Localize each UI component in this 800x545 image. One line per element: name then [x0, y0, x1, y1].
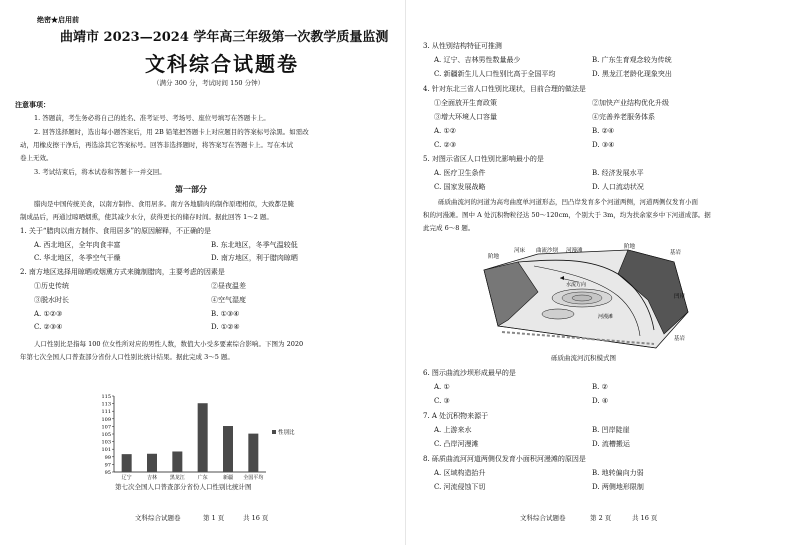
- note-line: 2. 回答选择题时，选出每小题答案后，用 2B 铅笔把答题卡上对应题目的答案标号涂黑。如需改: [34, 128, 309, 136]
- diagram-label: 河漫滩: [598, 314, 614, 320]
- y-tick-label: 105: [101, 432, 111, 438]
- question-6-stem: 6. 图示曲流沙坝形成最早的是: [423, 369, 516, 377]
- diagram-label: 基岩: [674, 336, 686, 342]
- exam-subtitle: 文科综合试题卷: [145, 52, 299, 76]
- option[interactable]: B. ②④: [592, 127, 615, 135]
- bar: [198, 403, 208, 472]
- page-divider: [405, 0, 406, 545]
- y-tick-label: 99: [104, 454, 111, 461]
- diagram-label: 河床: [514, 248, 526, 254]
- bar: [172, 451, 182, 472]
- question-2-stem: 2. 南方地区选择用晾晒或烟熏方式来腌制腊肉，主要考虑的因素是: [20, 268, 225, 276]
- intro-line: 砾质曲流河的河道为高弯曲度单河道形态，凹凸岸发育多个河道两侧，河道两侧仅发育小面: [438, 198, 698, 206]
- statement-item: ④空气湿度: [211, 296, 246, 304]
- question-4-stem: 4. 针对东北三省人口性别比现状，目前合理的做法是: [423, 85, 586, 93]
- option[interactable]: D. 流槽搬运: [592, 440, 630, 448]
- option[interactable]: D. 两侧地形限制: [592, 483, 644, 491]
- y-tick-label: 113: [101, 401, 111, 408]
- footer-page: 第 2 页: [590, 514, 612, 522]
- option[interactable]: A. ①②: [434, 127, 457, 135]
- chart-title: 第七次全国人口普查部分省份人口性别比统计图: [115, 483, 252, 491]
- footer-name: 文科综合试题卷: [520, 514, 566, 522]
- option[interactable]: D. ③④: [592, 141, 615, 149]
- question-5-stem: 5. 对图示省区人口性别比影响最小的是: [423, 155, 544, 163]
- diagram-label: 阶地: [488, 254, 500, 260]
- question-3-stem: 3. 从性别结构特征可推测: [423, 42, 502, 50]
- intro-line: 制成品后，再通过晾晒烟熏，使其减少水分，获得更长的储存时间。据此回答 1～2 题。: [20, 213, 273, 221]
- note-line: 卷上无效。: [20, 154, 53, 162]
- footer-total: 共 16 页: [632, 514, 658, 522]
- bar: [122, 454, 132, 472]
- option[interactable]: C. ②③: [434, 141, 457, 149]
- diagram-caption: 砾质曲流河沉积模式图: [551, 354, 616, 362]
- y-tick-label: 95: [104, 470, 111, 476]
- x-tick-label: 吉林: [146, 475, 158, 481]
- intro-line: 此完成 6～8 题。: [423, 224, 475, 232]
- footer-page: 第 1 页: [203, 514, 225, 522]
- option[interactable]: D. ④: [592, 397, 609, 405]
- note-line: 3. 考试结束后，将本试卷和答题卡一并交回。: [34, 168, 166, 176]
- option[interactable]: B. 地转偏向力弱: [592, 469, 644, 477]
- option[interactable]: A. 医疗卫生条件: [434, 169, 486, 177]
- option[interactable]: C. 华北地区，冬季空气干燥: [34, 254, 121, 262]
- intro-line: 年第七次全国人口普查部分省份人口性别比统计结果。据此完成 3～5 题。: [20, 353, 234, 361]
- question-7-stem: 7. A 处沉积物来源于: [423, 412, 489, 420]
- y-tick-label: 109: [101, 416, 111, 423]
- part-title: 第一部分: [175, 184, 207, 194]
- option[interactable]: D. 南方地区，利于腊肉晾晒: [211, 254, 298, 262]
- bar: [147, 454, 157, 472]
- statement-item: ①历史传统: [34, 282, 69, 290]
- statement-item: ④完善养老服务体系: [592, 113, 655, 121]
- diagram-label: 凹岸: [674, 294, 686, 300]
- bar: [223, 426, 233, 472]
- statement-item: ②昼夜温差: [211, 282, 246, 290]
- option[interactable]: A. 上游来水: [434, 426, 472, 434]
- option[interactable]: A. 辽宁、吉林男性数量最少: [434, 56, 521, 64]
- option[interactable]: D. 黑龙江老龄化现象突出: [592, 70, 672, 78]
- y-tick-label: 107: [101, 424, 111, 431]
- meander-river-diagram: [478, 240, 692, 352]
- option[interactable]: A. 西北地区，全年肉食丰富: [34, 241, 121, 249]
- statement-item: ③增大环境人口容量: [434, 113, 497, 121]
- option[interactable]: A. 区域构造抬升: [434, 469, 486, 477]
- diagram-label: 阶地: [624, 244, 636, 250]
- y-tick-label: 97: [104, 462, 111, 469]
- option[interactable]: C. 新疆新生儿人口性别比高于全国平均: [434, 70, 556, 78]
- intro-line: 腊肉是中国传统美食，以南方制作、食用居多。南方各地腊肉的制作原理相似，大致都是腌: [34, 200, 294, 208]
- statement-item: ①全面放开生育政策: [434, 99, 497, 107]
- footer-name: 文科综合试题卷: [135, 514, 181, 522]
- diagram-label: 曲流沙坝: [536, 248, 559, 254]
- y-tick-label: 101: [101, 447, 111, 454]
- x-tick-label: 黑龙江: [169, 475, 185, 481]
- y-tick-label: 115: [101, 394, 111, 400]
- legend-swatch: [272, 430, 276, 434]
- option[interactable]: B. 经济发展水平: [592, 169, 644, 177]
- x-tick-label: 广东: [197, 475, 208, 481]
- question-8-stem: 8. 砾质曲流河河道两侧仅发育小面积河漫滩的原因是: [423, 455, 586, 463]
- option[interactable]: B. ②: [592, 383, 608, 391]
- statement-item: ②加快产业结构优化升级: [592, 99, 669, 107]
- x-tick-label: 新疆: [222, 475, 234, 481]
- score-info: （满分 300 分，考试时间 150 分钟）: [153, 79, 265, 87]
- note-line: 1. 答题前，考生务必将自己的姓名、准考证号、考场号、座位号填写在答题卡上。: [34, 114, 270, 122]
- option[interactable]: B. 东北地区，冬季气温较低: [211, 241, 298, 249]
- sex-ratio-chart: [88, 390, 318, 485]
- intro-line: 积的河漫滩。图中 A 处沉积物粒径达 50～120cm，个别大于 3m，均为扶余家乡中下河道成部。据: [423, 211, 711, 219]
- diagram-label: 基岩: [670, 250, 682, 256]
- option[interactable]: C. ②③④: [34, 323, 63, 331]
- question-1-stem: 1. 关于“腊肉以南方制作、食用居多”的原因解释，不正确的是: [20, 227, 212, 235]
- y-tick-label: 111: [101, 409, 111, 416]
- bar: [248, 434, 258, 472]
- option[interactable]: A. ①②③: [34, 310, 63, 318]
- diagram-label: 河漫滩: [566, 248, 583, 254]
- legend-label: 性别比: [278, 430, 295, 436]
- option[interactable]: C. 凸岸河漫滩: [434, 440, 479, 448]
- x-tick-label: 全国平均: [243, 475, 264, 481]
- option[interactable]: C. ③: [434, 397, 450, 405]
- option[interactable]: D. ①②④: [211, 323, 240, 331]
- intro-line: 人口性别比是指每 100 位女性所对应的男性人数，数值大小受多要素综合影响。下图为 2020: [34, 340, 304, 348]
- exam-title: 曲靖市 2023—2024 学年高三年级第一次教学质量监测: [60, 30, 389, 45]
- option[interactable]: C. 国家发展战略: [434, 183, 486, 191]
- option[interactable]: B. 广东生育观念较为传统: [592, 56, 672, 64]
- option[interactable]: C. 河流侵蚀下切: [434, 483, 486, 491]
- note-line: 动，用橡皮擦干净后，再选涂其它答案标号。回答非选择题时，将答案写在答题卡上。写在本试: [20, 141, 293, 149]
- option[interactable]: B. 凹岸陡崖: [592, 426, 630, 434]
- option[interactable]: A. ①: [434, 383, 450, 391]
- secret-mark: 绝密★启用前: [37, 15, 79, 24]
- option[interactable]: D. 人口流动状况: [592, 183, 644, 191]
- option[interactable]: B. ①③④: [211, 310, 240, 318]
- notes-heading: 注意事项：: [15, 100, 50, 109]
- y-tick-label: 103: [101, 439, 111, 446]
- diagram-label: 水流方向: [566, 282, 587, 288]
- x-tick-label: 辽宁: [121, 475, 132, 481]
- statement-item: ③脱水时长: [34, 296, 69, 304]
- footer-total: 共 16 页: [243, 514, 269, 522]
